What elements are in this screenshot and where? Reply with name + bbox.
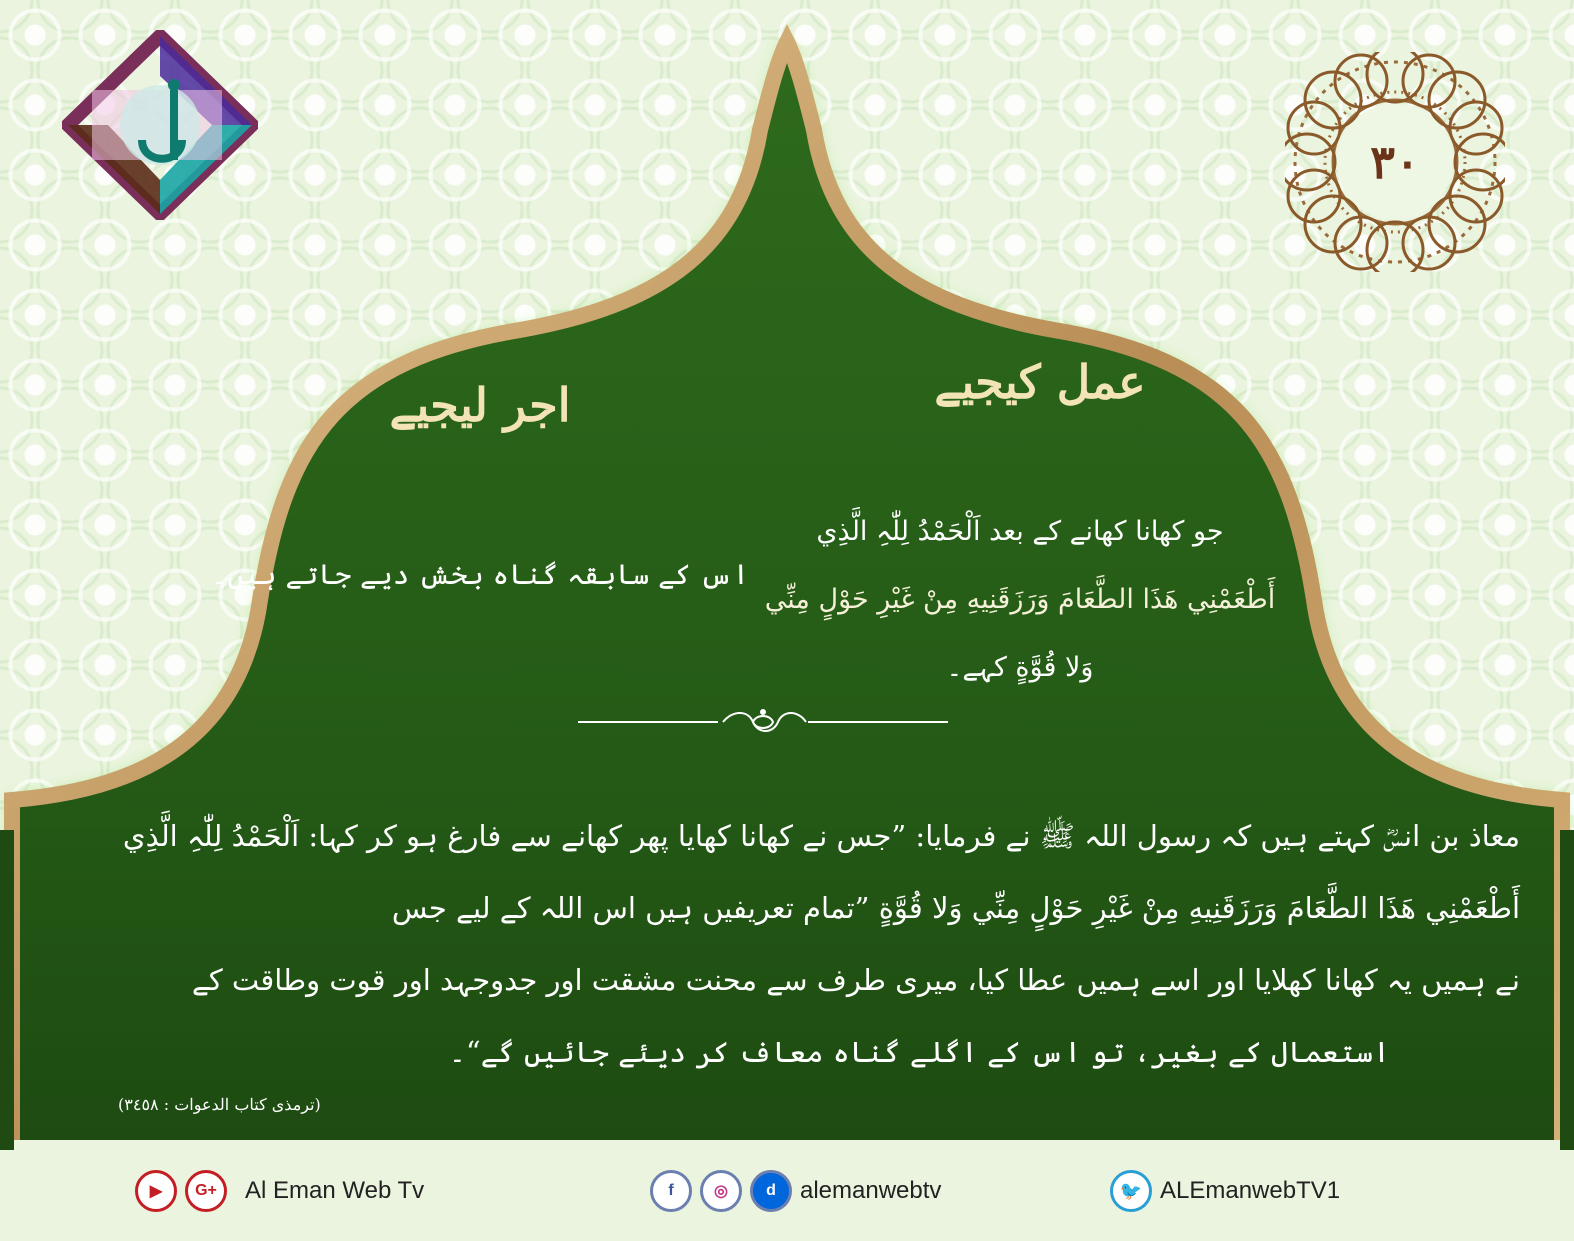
amal-line-3: وَلا قُوَّةٍ کہے۔ xyxy=(946,652,1094,683)
channel-name[interactable]: Al Eman Web Tv xyxy=(245,1177,425,1204)
ajr-text: اس کے سابقہ گناہ بخش دیے جاتے ہیں۔ xyxy=(210,558,750,591)
amal-line-2: أَطْعَمْنِي هَذَا الطَّعَامَ وَرَزَقَنِيهِ مِنْ غَيْرِ حَوْلٍ مِنِّي xyxy=(764,584,1276,615)
hadith-line-1: معاذ بن انسؓ کہتے ہیں کہ رسول اللہ ﷺ نے فرمایا: ”جس نے کھانا کھایا پھر کھانے سے فارغ ہو کر کہا: اَلْحَمْدُ لِلّٰہِ الَّذِي xyxy=(122,819,1520,853)
amal-text xyxy=(760,498,1280,702)
ornament-divider xyxy=(578,706,948,736)
amal-line-1: جو کھانا کھانے کے بعد اَلْحَمْدُ لِلّٰہِ الَّذِي xyxy=(816,516,1224,547)
al-eman-logo xyxy=(62,30,258,220)
footer-twitter-link xyxy=(1110,1170,1340,1212)
heading-amal: عمل کیجیے xyxy=(934,355,1146,409)
hadith-line-4: استعمال کے بغیر، تو اس کے اگلے گناہ معاف کر دیئے جائیں گے“۔ xyxy=(448,1035,1390,1069)
google-plus-icon[interactable]: G+ xyxy=(185,1170,227,1212)
heading-ajr: اجر لیجیے xyxy=(389,378,571,432)
youtube-icon[interactable]: ▶ xyxy=(135,1170,177,1212)
hadith-reference: (ترمذی کتاب الدعوات : ٣٤٥٨) xyxy=(118,1095,321,1114)
social-handle[interactable]: alemanwebtv xyxy=(800,1177,942,1204)
day-number: ٣٠ xyxy=(1370,135,1420,189)
instagram-icon[interactable]: ◎ xyxy=(700,1170,742,1212)
hadith-text xyxy=(100,800,1520,1088)
hadith-line-2: أَطْعَمْنِي هَذَا الطَّعَامَ وَرَزَقَنِيهِ مِنْ غَيْرِ حَوْلٍ مِنِّي وَلا قُوَّةٍ ”تمام تعریفیں ہیں اس اللہ کے لیے جس xyxy=(391,891,1520,925)
footer-video-links xyxy=(135,1170,424,1212)
twitter-handle[interactable]: ALEmanwebTV1 xyxy=(1160,1177,1341,1204)
facebook-icon[interactable]: f xyxy=(650,1170,692,1212)
twitter-icon[interactable]: 🐦 xyxy=(1110,1170,1152,1212)
footer-social-links xyxy=(650,1170,941,1212)
hadith-line-3: نے ہمیں یہ کھانا کھلایا اور اسے ہمیں عطا کیا، میری طرف سے محنت مشقت اور جدوجہد اور قوت وطاقت کے xyxy=(191,963,1520,997)
dailymotion-icon[interactable]: d xyxy=(750,1170,792,1212)
